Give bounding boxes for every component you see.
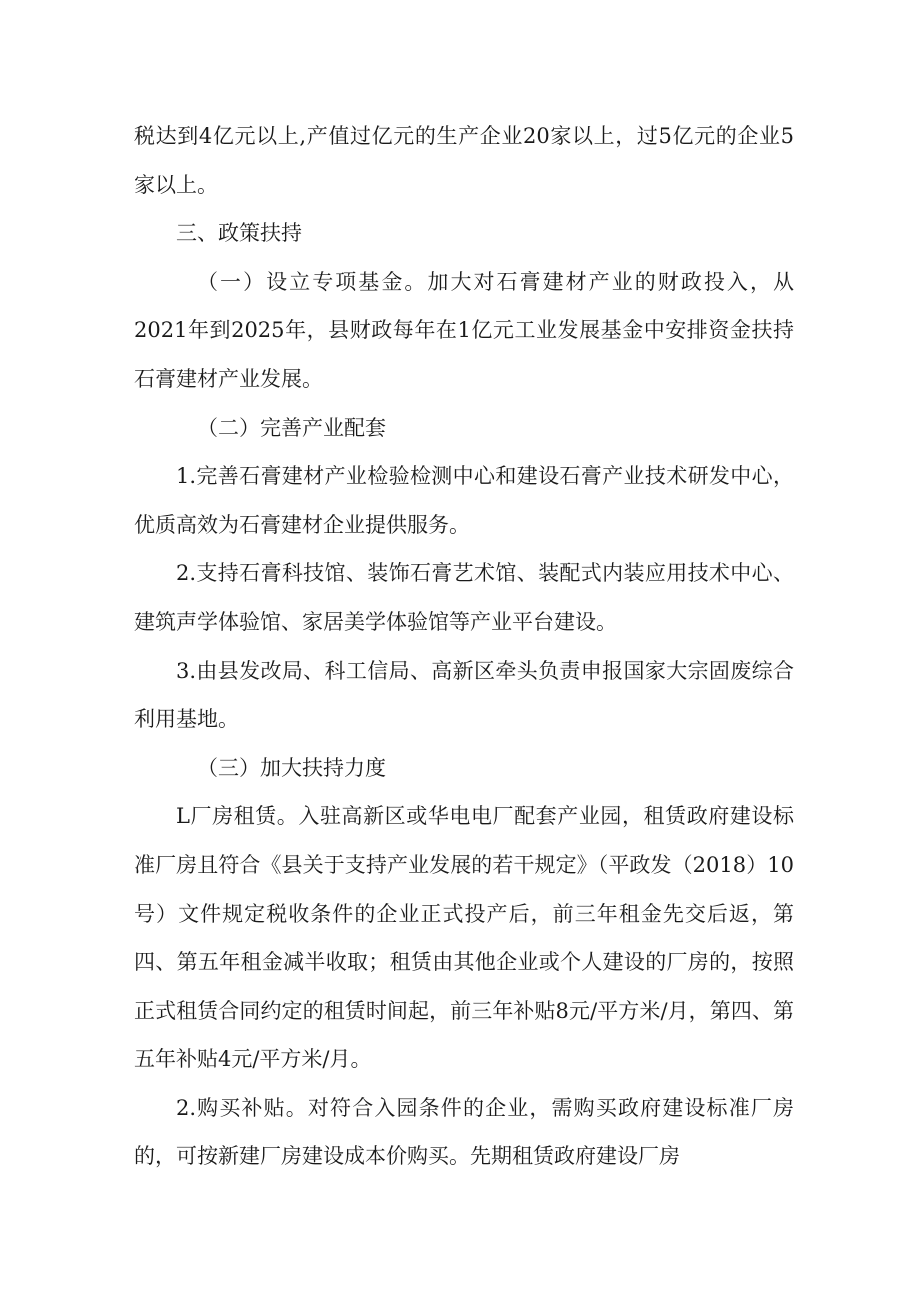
list-item-3: 3.由县发改局、科工信局、高新区牵头负责申报国家大宗固废综合利用基地。 [134,658,794,732]
section-heading-policy-support: 三、政策扶持 [176,221,302,246]
document-body [134,112,794,1181]
paragraph-factory-rental: L厂房租赁。入驻高新区或华电电厂配套产业园，租赁政府建设标准厂房且符合《县关于支持产业发展的若干规定》（平政发（2018）10号）文件规定税收条件的企业正式投产后，前三年租金先交后返，第四、第五年租金减半收取；租赁由其他企业或个人建设的厂房的，按照正式租赁合同约定的租赁时间起，前三年补贴8元/平方米/月，第四、第五年补贴4元/平方米/月。 [134,804,794,1072]
paragraph-special-fund: （一）设立专项基金。加大对石膏建材产业的财政投入，从2021年到2025年，县财政每年在1亿元工业发展基金中安排资金扶持石膏建材产业发展。 [134,269,794,391]
paragraph-purchase-subsidy: 2.购买补贴。对符合入园条件的企业，需购买政府建设标准厂房的，可按新建厂房建设成本价购买。先期租赁政府建设厂房 [134,1095,794,1169]
paragraph-continuation: 税达到4亿元以上,产值过亿元的生产企业20家以上，过5亿元的企业5家以上。 [134,124,794,197]
subheading-increase-support: （三）加大扶持力度 [197,755,386,780]
subheading-industry-support: （二）完善产业配套 [197,415,386,440]
list-item-1: 1.完善石膏建材产业检验检测中心和建设石膏产业技术研发中心，优质高效为石膏建材企业提供服务。 [134,464,794,537]
list-item-2: 2.支持石膏科技馆、装饰石膏艺术馆、装配式内装应用技术中心、建筑声学体验馆、家居美学体验馆等产业平台建设。 [134,561,794,634]
